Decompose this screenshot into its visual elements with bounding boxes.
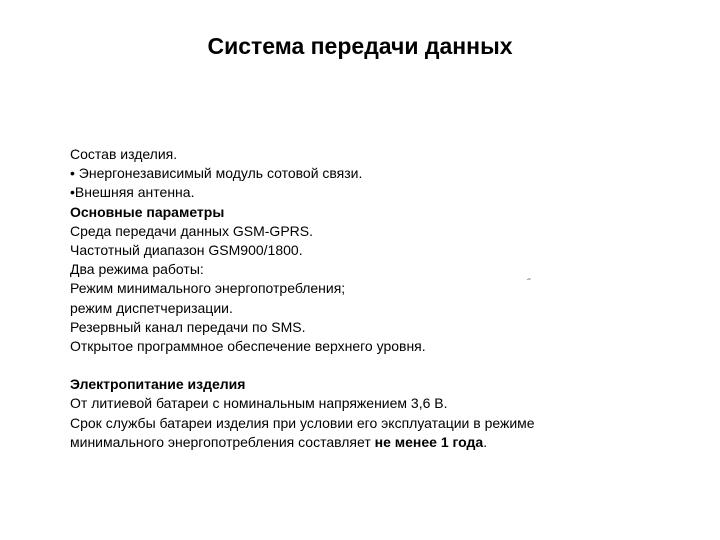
composition-item-module: • Энергонезависимый модуль сотовой связи. xyxy=(70,165,363,182)
parameter-line: Режим минимального энергопотребления; xyxy=(70,280,346,297)
parameter-line: Среда передачи данных GSM-GPRS. xyxy=(70,222,313,239)
composition-heading: Состав изделия. xyxy=(70,146,178,162)
power-line: От литиевой батареи с номинальным напряжением 3,6 В. xyxy=(70,395,448,412)
power-lifetime-value: не менее 1 года xyxy=(374,433,484,450)
parameters-heading: Основные параметры xyxy=(70,203,225,220)
parameter-line: режим диспетчеризации. xyxy=(70,299,233,316)
page-title: Система передачи данных xyxy=(207,33,513,59)
slide-body xyxy=(70,145,690,452)
stray-mark: ˝ xyxy=(527,278,531,289)
power-line-lifetime xyxy=(70,433,690,452)
power-line-lifetime-prefix: минимального энергопотребления составляет xyxy=(70,433,375,450)
section-spacer xyxy=(70,356,690,375)
parameter-line: Резервный канал передачи по SMS. xyxy=(70,318,306,335)
power-heading: Электропитание изделия xyxy=(70,376,246,393)
parameter-line: Два режима работы: xyxy=(70,261,204,278)
parameter-line: Частотный диапазон GSM900/1800. xyxy=(70,242,303,259)
power-line-lifetime-suffix: . xyxy=(483,433,488,450)
composition-item-antenna: •Внешняя антенна. xyxy=(70,184,195,201)
power-line: Срок службы батареи изделия при условии его эксплуатации в режиме xyxy=(70,414,535,431)
parameter-line: Открытое программное обеспечение верхнего уровня. xyxy=(70,338,426,355)
